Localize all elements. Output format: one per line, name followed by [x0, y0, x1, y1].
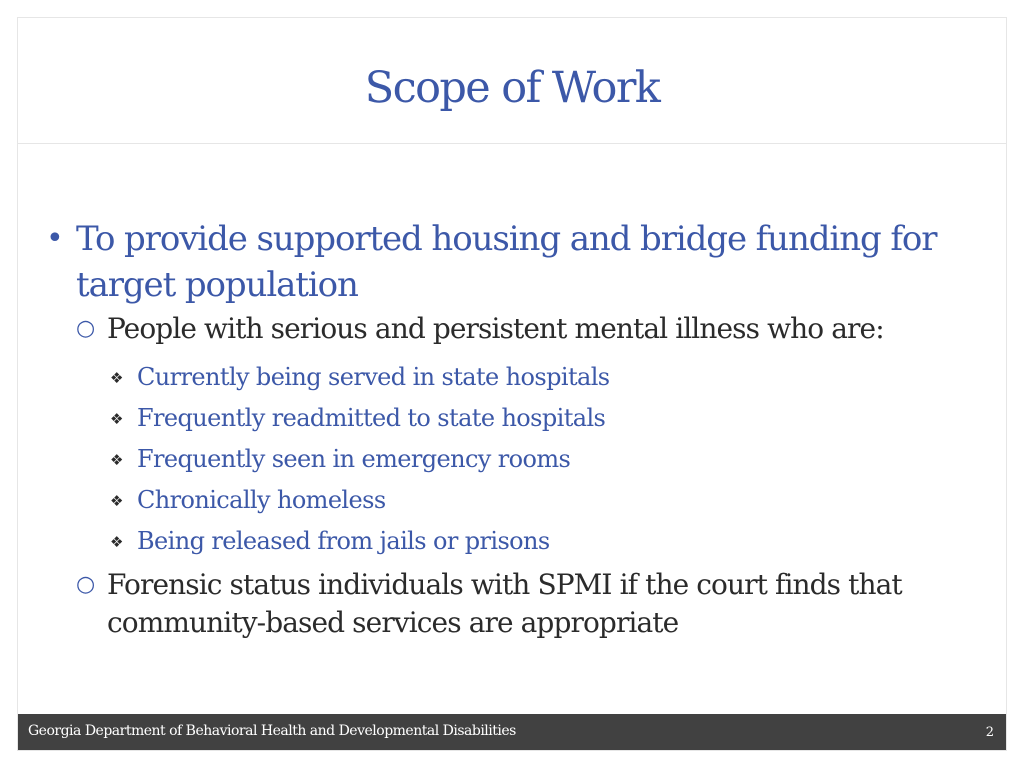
slide	[17, 17, 1007, 751]
footer-bar	[18, 714, 1006, 750]
sub-bullet-forensic	[76, 566, 976, 642]
hollow-circle-icon: ○	[76, 316, 95, 341]
page-number: 2	[985, 725, 994, 740]
diamond-icon: ❖	[110, 369, 123, 387]
bullet-dot-icon: •	[46, 221, 63, 256]
main-bullet-text: To provide supported housing and bridge funding for target population	[76, 219, 937, 305]
diamond-icon: ❖	[110, 533, 123, 551]
hollow-circle-icon: ○	[76, 572, 95, 597]
slide-content	[18, 144, 1006, 714]
diamond-icon: ❖	[110, 451, 123, 469]
list-item-text: Frequently seen in emergency rooms	[137, 445, 571, 473]
sub-bullet-spmi	[76, 310, 976, 348]
list-item-text: Chronically homeless	[137, 486, 386, 514]
list-item	[110, 361, 970, 393]
list-item	[110, 525, 970, 557]
title-bar	[18, 18, 1006, 144]
diamond-icon: ❖	[110, 492, 123, 510]
sub-bullet-text: Forensic status individuals with SPMI if the court finds that community-based services are appropriate	[107, 568, 902, 639]
footer-organization: Georgia Department of Behavioral Health and Developmental Disabilities	[28, 723, 516, 739]
list-item-text: Being released from jails or prisons	[137, 527, 550, 555]
diamond-icon: ❖	[110, 410, 123, 428]
list-item-text: Currently being served in state hospitals	[137, 363, 610, 391]
list-item	[110, 402, 970, 434]
list-item-text: Frequently readmitted to state hospitals	[137, 404, 606, 432]
list-item	[110, 443, 970, 475]
main-bullet	[46, 216, 996, 308]
slide-title: Scope of Work	[364, 63, 660, 113]
list-item	[110, 484, 970, 516]
sub-bullet-text: People with serious and persistent mental illness who are:	[107, 312, 884, 345]
